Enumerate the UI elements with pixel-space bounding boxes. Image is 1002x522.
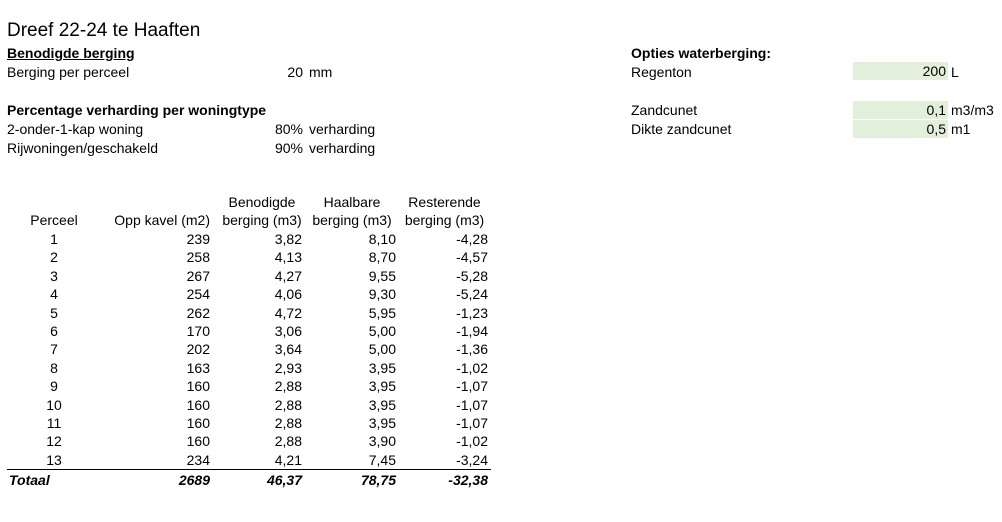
header-perceel: Perceel xyxy=(30,212,78,228)
cell-opp-kavel: 262 xyxy=(186,304,210,321)
berging-per-perceel-value: 20 xyxy=(287,64,303,80)
cell-haalbare: 3,95 xyxy=(368,378,396,395)
cell-perceel: 4 xyxy=(50,286,58,303)
cell-benodigde: 2,88 xyxy=(274,396,302,413)
cell-benodigde: 4,06 xyxy=(274,286,302,303)
cell-benodigde: 2,88 xyxy=(274,415,302,431)
cell-haalbare: 7,45 xyxy=(368,451,396,468)
cell-resterende: -1,07 xyxy=(456,378,488,395)
cell-haalbare: 5,95 xyxy=(368,304,396,321)
percentage-heading: Percentage verharding per woningtype xyxy=(7,102,267,118)
cell-resterende: -4,28 xyxy=(456,231,488,247)
cell-benodigde: 2,93 xyxy=(274,359,302,376)
totaal-opp: 2689 xyxy=(178,472,210,488)
header-haalbare-unit: berging (m3) xyxy=(312,212,392,228)
cell-perceel: 2 xyxy=(50,249,58,266)
zandcunet-value[interactable]: 0,1 xyxy=(853,101,948,119)
cell-benodigde: 4,21 xyxy=(274,451,302,468)
cell-opp-kavel: 267 xyxy=(186,267,210,284)
cell-resterende: -4,57 xyxy=(456,249,488,266)
cell-resterende: -1,02 xyxy=(456,359,488,376)
cell-perceel: 9 xyxy=(50,378,58,395)
totaal-haalbare: 78,75 xyxy=(360,472,396,488)
header-benodigde-unit: berging (m3) xyxy=(222,212,302,228)
cell-perceel: 6 xyxy=(50,323,58,339)
cell-perceel: 3 xyxy=(50,267,58,284)
cell-resterende: -1,07 xyxy=(456,415,488,431)
cell-haalbare: 5,00 xyxy=(368,323,396,339)
cell-haalbare: 3,95 xyxy=(368,396,396,413)
berging-per-perceel-label: Berging per perceel xyxy=(7,64,130,80)
cell-opp-kavel: 160 xyxy=(186,433,210,450)
cell-opp-kavel: 160 xyxy=(186,378,210,395)
cell-haalbare: 3,95 xyxy=(368,359,396,376)
cell-opp-kavel: 234 xyxy=(186,451,210,468)
cell-benodigde: 2,88 xyxy=(274,433,302,450)
woningtype-label: 2-onder-1-kap woning xyxy=(7,121,144,137)
cell-perceel: 8 xyxy=(50,359,58,376)
cell-benodigde: 2,88 xyxy=(274,378,302,395)
woningtype-unit: verharding xyxy=(309,140,376,156)
cell-benodigde: 4,72 xyxy=(274,304,302,321)
cell-resterende: -1,07 xyxy=(456,396,488,413)
cell-opp-kavel: 202 xyxy=(186,341,210,358)
woningtype-value: 80% xyxy=(274,121,303,137)
benodigd-heading: Benodigde berging xyxy=(7,45,135,61)
cell-opp-kavel: 170 xyxy=(186,323,210,339)
cell-haalbare: 5,00 xyxy=(368,341,396,358)
dikte-zandcunet-unit: m1 xyxy=(951,121,971,137)
header-resterende: Resterende xyxy=(408,194,481,210)
woningtype-unit: verharding xyxy=(309,121,376,137)
regenton-value[interactable]: 200 xyxy=(853,62,948,80)
cell-haalbare: 8,70 xyxy=(368,249,396,266)
cell-resterende: -1,36 xyxy=(456,341,488,358)
dikte-zandcunet-label: Dikte zandcunet xyxy=(631,121,732,137)
cell-perceel: 10 xyxy=(46,396,62,413)
cell-benodigde: 4,13 xyxy=(274,249,302,266)
cell-haalbare: 3,90 xyxy=(368,433,396,450)
cell-opp-kavel: 163 xyxy=(186,359,210,376)
totaal-benodigde: 46,37 xyxy=(266,472,302,488)
cell-perceel: 13 xyxy=(46,451,62,468)
cell-benodigde: 3,64 xyxy=(274,341,302,358)
woningtype-value: 90% xyxy=(274,140,303,156)
opties-heading: Opties waterberging: xyxy=(631,45,772,61)
cell-haalbare: 8,10 xyxy=(368,231,396,247)
regenton-unit: L xyxy=(951,64,959,80)
header-haalbare: Haalbare xyxy=(323,194,381,210)
page-title: Dreef 22-24 te Haaften xyxy=(7,20,201,41)
cell-opp-kavel: 254 xyxy=(186,286,210,303)
cell-perceel: 12 xyxy=(46,433,62,450)
woningtype-label: Rijwoningen/geschakeld xyxy=(7,140,158,156)
cell-opp-kavel: 160 xyxy=(186,415,210,431)
cell-perceel: 11 xyxy=(46,415,62,431)
berging-per-perceel-unit: mm xyxy=(309,64,333,80)
cell-resterende: -1,23 xyxy=(456,304,488,321)
cell-benodigde: 3,06 xyxy=(274,323,302,339)
cell-opp-kavel: 258 xyxy=(186,249,210,266)
cell-haalbare: 9,55 xyxy=(368,267,396,284)
total-divider xyxy=(7,469,491,470)
cell-perceel: 5 xyxy=(50,304,58,321)
dikte-zandcunet-value[interactable]: 0,5 xyxy=(853,120,948,138)
cell-opp-kavel: 239 xyxy=(186,231,210,247)
cell-benodigde: 3,82 xyxy=(274,231,302,247)
cell-resterende: -1,94 xyxy=(456,323,488,339)
regenton-label: Regenton xyxy=(631,64,692,80)
totaal-resterende: -32,38 xyxy=(448,472,488,488)
header-resterende-unit: berging (m3) xyxy=(404,212,485,228)
zandcunet-unit: m3/m3 xyxy=(951,102,994,118)
cell-perceel: 7 xyxy=(50,341,58,358)
cell-benodigde: 4,27 xyxy=(274,267,302,284)
zandcunet-label: Zandcunet xyxy=(631,102,698,118)
header-opp-kavel: Opp kavel (m2) xyxy=(114,212,210,228)
cell-perceel: 1 xyxy=(50,231,58,247)
totaal-label: Totaal xyxy=(9,472,50,488)
cell-opp-kavel: 160 xyxy=(186,396,210,413)
cell-resterende: -3,24 xyxy=(456,451,488,468)
cell-resterende: -5,28 xyxy=(456,267,488,284)
cell-haalbare: 9,30 xyxy=(368,286,396,303)
header-benodigde: Benodigde xyxy=(228,194,296,210)
cell-resterende: -1,02 xyxy=(456,433,488,450)
cell-resterende: -5,24 xyxy=(456,286,488,303)
cell-haalbare: 3,95 xyxy=(368,415,396,431)
